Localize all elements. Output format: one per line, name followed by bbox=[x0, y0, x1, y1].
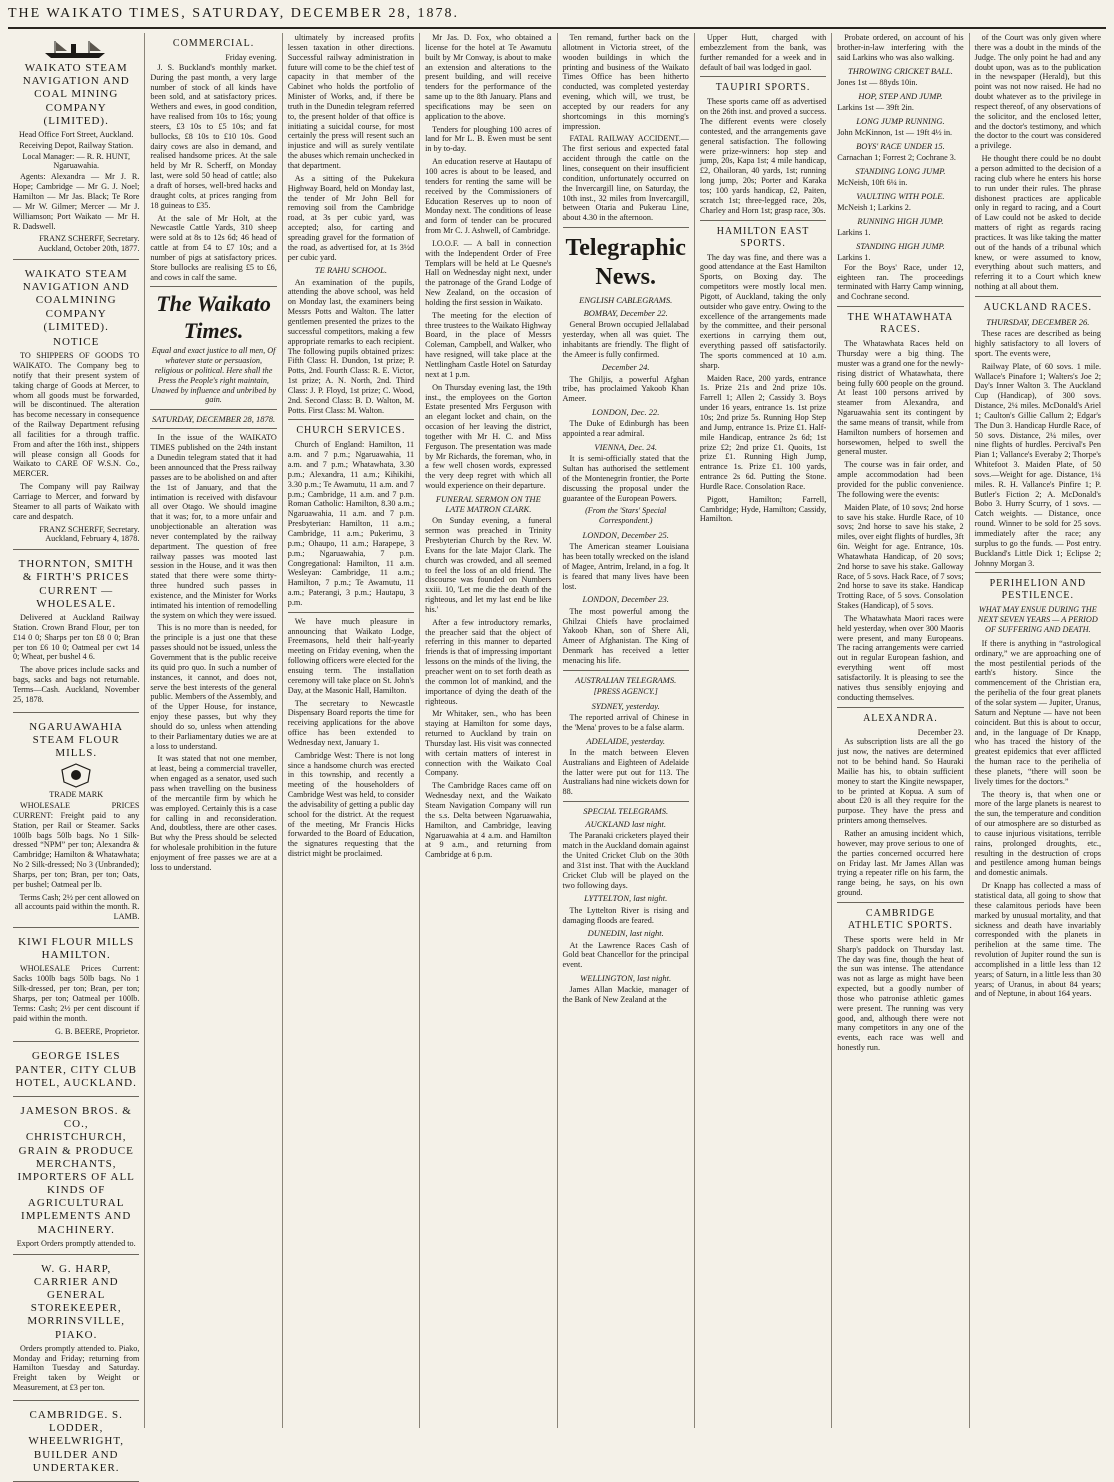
ad-heading: WAIKATO STEAM NAVIGATION AND COALMINING COMPANY (LIMITED). bbox=[22, 268, 130, 333]
ad-signature: G. B. BEERE, Proprietor. bbox=[55, 1026, 140, 1036]
section-heading: AUCKLAND RACES. bbox=[983, 301, 1092, 313]
divider bbox=[150, 286, 276, 287]
event-heading: STANDING LONG JUMP. bbox=[855, 165, 946, 176]
section-heading: ALEXANDRA. bbox=[863, 712, 938, 724]
article-text: The day was fine, and there was a good attendance at the East Hamilton Sports, on Boxing day. The competitors were mostly local men. Pigott, of Auckland, taking the only outsider who gave entry. Owing to the excellence of the arrangements made by the committee, and their personal exertions in carrying them out, everything passed off satisfactorily. The sports commenced at 10 a.m. sharp. bbox=[699, 252, 827, 370]
article-text: General Brown occupied Jellalabad yesterday, when all was quiet. The inhabitants are friendly. The flight of the Ameer is fully confirmed. bbox=[562, 320, 689, 359]
article-text: of the Court was only given where there was a doubt in the minds of the Judge. The only point he had and any doubt upon, was as to the publication in the newspaper (Herald), but this point was not now raised. He had no doubt whatever as to the privilege in respect thereof, of any observations of the solicitor, and the enclosed letter, and the doctor's testimony, and which the doctor to the court was considered a privilege. bbox=[974, 33, 1101, 151]
article-text: In the match between Eleven Australians and Eighteen of Adelaide the latter were put out for 113. The Australians had nine wickets down for 88. bbox=[562, 747, 689, 797]
section-heading: PERIHELION AND PESTILENCE. bbox=[989, 578, 1087, 602]
paper-nameplate: The Waikato Times. bbox=[156, 291, 271, 343]
dateline: BOMBAY, December 22. bbox=[583, 307, 668, 318]
ad-thornton bbox=[13, 553, 139, 712]
divider bbox=[837, 306, 963, 307]
event-result: McNeish, 10ft 6¼ in. bbox=[837, 177, 908, 187]
source-note: (From the 'Stars' Special Correspondent.) bbox=[585, 506, 667, 526]
divider bbox=[700, 220, 826, 221]
ad-text: Agents: Alexandra — Mr J. R. Hope; Cambridge — Mr G. J. Noel; Hamilton — Mr Jas. Black; Te Rore — Mr W. Gilmer; Mercer — Mr J. Williamson; Port Waikato — Mr H. R. Dadswell. bbox=[13, 172, 140, 231]
divider bbox=[563, 227, 689, 228]
article-text: The Paranaki cricketers played their match in the Auckland domain against the United Cricket Club on the 30th and 31st inst. That with the Auckland Cricket Club will be played on the two following days. bbox=[562, 831, 689, 890]
ad-heading: W. G. HARP, CARRIER AND GENERAL STOREKEEPER, MORRINSVILLE, PIAKO. bbox=[27, 1262, 125, 1341]
issue-date: SATURDAY, DECEMBER 28, 1878. bbox=[152, 414, 276, 425]
ad-heading: JAMESON BROS. & CO., CHRISTCHURCH, GRAIN & PRODUCE MERCHANTS, IMPORTERS OF ALL KINDS OF AGRICULTURAL IMPLEMENTS AND MACHINERY. bbox=[17, 1104, 135, 1236]
article-text: Dr Knapp has collected a mass of statistical data, all going to show that these calamitous periods have been marked by unusual mortality, and that sickness and death have invariably corresponded with the planets in perihelion at the same time. The revolution of Jupiter round the sun is accomplished in a little less than 12 years; of Saturn, in a little less than 30 years; of Uranus, in about 84 years; and of Neptune, in about 164 years. bbox=[974, 881, 1101, 999]
event-heading: THROWING CRICKET BALL. bbox=[847, 65, 953, 76]
divider bbox=[563, 670, 689, 671]
results-list: Maiden Race, 200 yards, entrance 1s. Prize 21s and 2nd prize 10s. Farrell 1; Allen 2; Cassidy 3. Boys under 16 years, entrance 1s. 1st prize 10s; 2nd prize 5s. Running Hop Step and Jump, entrance 1s. Prize £1. Half-mile Handicap, entrance 2s 6d; 1st prize £2; 2nd prize £1. Quoits, 1st prize £1. Running High Jump, entrance 1s. Prize £1. 100 yards, entrance 2s 6d. Putting the Stone. Hurdle Race. Consolation Race. bbox=[699, 373, 827, 491]
ad-signature: FRANZ SCHERFF, Secretary. Auckland, February 4, 1878. bbox=[39, 524, 140, 544]
divider bbox=[563, 801, 689, 802]
ad-jameson-bros bbox=[13, 1100, 139, 1255]
article-text: If there is anything in “astrological ordinary,” we are approaching one of the most pestilential periods of the earth's history. Since the commencement of the Christian era, the perihelia of the four great planets of the solar system — Jupiter, Uranus, Saturn and Neptune — have not been coincident. But this is about to occur, and, in the language of Dr Knapp, who has traced the history of the greatest epidemics that ever afflicted the human race to the perihelia of these planets, “there will soon be lively times for the doctors.” bbox=[974, 638, 1101, 786]
results-list: Railway Plate, of 60 sovs. 1 mile. Wallace's Pinafore 1; Walters's Joe 2; Day's Inner Walton 3. The Auckland Cup (Handicap), of 300 sovs. Distance, 2¼ miles. McDonald's Ariel 1; Caulton's Gillie Callum 2; Edgar's The Dun 3. Handicap Hurdle Race, of 50 sovs. Distance, 2¼ miles, over nine flights of hurdles. Percival's Pen Pian 1; Vallance's Everaby 2; Thorpe's Whitefoot 3. Maiden Plate, of 50 sovs.—Weight for age. Distance, 1¼ miles. R. H. Vallance's Pinfire 1; P. Butler's Fiction 2; A. McDonald's Bobo 3. Hurry Scurry, of 1 sovs. — Catch weights. — Distance, once round. Winner to be sold for 25 sovs. immediately after the race; any surplus to go the funds. — Post entry. Buckland's Little Dick 1; Eclipse 2; Johnny Morgan 3. bbox=[974, 361, 1101, 568]
ad-wsn-coal bbox=[13, 33, 139, 260]
article-text: The most powerful among the Ghilzai Chiefs have proclaimed Yakoob Khan, son of Shere Ali, Ameer of Afghanistan. The King of Denmark has received a letter menacing his life. bbox=[562, 606, 689, 665]
divider bbox=[837, 707, 963, 708]
article-text: He thought there could be no doubt a person admitted to the decision of a racing club where he enters his horse to run under their rules. The phrase dishonest practices are applicable only in regard to racing, and a Court of Law could not be asked to decide matters of right as regards racing practices. It was like taking the matter out of the hands of a tribunal which knew, or were assumed to know, everything about such matters, and referring it to a Court which knew nothing at all about them. bbox=[974, 154, 1101, 292]
article-text: At the sale of Mr Holt, at the Newcastle Cattle Yards, 310 sheep were sold at 8s to 12s 6d; 46 head of cattle at from £4 to £7 10s; and a number of pigs at satisfactory prices. Store bullocks are realising £5 to £6, and cows in calf the same. bbox=[150, 213, 277, 282]
ad-city-club-hotel bbox=[13, 1045, 139, 1097]
event-heading: VAULTING WITH POLE. bbox=[856, 190, 945, 201]
section-heading: TAUPIRI SPORTS. bbox=[715, 82, 811, 94]
event-heading: LONG JUMP RUNNING. bbox=[856, 115, 945, 126]
ad-line: Export Orders promptly attended to. bbox=[16, 1238, 136, 1248]
ad-text: WHOLESALE Prices Current: Sacks 100lb bags 50lb bags. No 1 Silk-dressed, per ton; Bran, per ton; Sharps, per ton; Oatmeal per 100lb. Terms: Cash; 2½ per cent discount if paid within the month. bbox=[13, 964, 140, 1023]
editorial-text: This is no more than is needed, for the principle is a just one that these passes should not be issued, unless the Government that is the public receive its quid pro quo. In such a number of instances, it cannot, and does not, serve the best interests of the general public. Members of the Assembly, and of the Upper House, for instance, enjoy these passes, but why they should do so, unless when attending to their Parliamentary duties we are at a loss to understand. bbox=[150, 623, 277, 751]
article-text: As subscription lists are all the go just now, the natives are determined not to be behind hand. So Hauraki Mailie has his, to obtain sufficient money to start the Kingite newspaper, to be printed at Kopua. A sum of about £20 is all they require for the purpose. They have the press and printers among themselves. bbox=[837, 737, 964, 826]
article-text: Mr Whitaker, sen., who has been staying at Hamilton for some days, returned to Auckland by train on Thursday last. His visit was connected with certain matters of interest in connection with the Waikato Coal Company. bbox=[425, 709, 552, 778]
article-text: At the Lawrence Races Cash of Gold beat Chancellor for the principal event. bbox=[562, 940, 689, 970]
ad-subheading: NOTICE bbox=[53, 336, 100, 348]
dateline: AUCKLAND last night. bbox=[585, 819, 666, 830]
event-result: Larkins 1. bbox=[837, 252, 871, 262]
article-text: I.O.O.F. — A ball in connection with the Independent Order of Free Templars will be held at Le Quesne's Hall on Wednesday night next, under the patronage of the Grand Lodge of New Zealand, on the occasion of holding the first session in Waikato. bbox=[425, 238, 552, 307]
divider bbox=[288, 419, 414, 420]
article-text: For the Boys' Race, under 12, eighteen ran. The proceedings terminated with Harry Camp winning, and Cochrane second. bbox=[837, 262, 964, 302]
article-text: Probate ordered, on account of his brother-in-law interfering with the said Larkins who was also walking. bbox=[837, 33, 964, 62]
editorial-text: It was stated that not one member, at least, being a commercial traveller, when engaged as a senator, used such pass when travelling on the business of the mercantile firm by which he was employed. Certainly this is a case for calling in and reconsideration. And, doubtless, there are other cases. But why the Press should be selected for wholesale prohibition in the future enjoyment of free passes we are at a loss to understand. bbox=[150, 754, 277, 872]
dateline: DUNEDIN, last night. bbox=[587, 928, 664, 939]
dateline: Friday evening. bbox=[225, 53, 277, 62]
column-8 bbox=[970, 33, 1106, 1428]
divider bbox=[700, 76, 826, 77]
column-7 bbox=[832, 33, 969, 1428]
article-text: FATAL RAILWAY ACCIDENT.—The first serious and expected fatal accident through the cattle on the lines, consequent on their insufficient condition, unfortunately occurred on the Invercargill line, on Saturday, the 10th inst., 32 miles from Invercargill, between Otaria and Pukerau Line, about 4.30 in the afternoon. bbox=[562, 134, 689, 223]
divider bbox=[288, 612, 414, 613]
article-text: These sports came off as advertised on the 26th inst. and proved a success. The different events were closely contested, and the arrangements gave general satisfaction. The following were prize-winners: hop step and jump, 20s, Kapa 1st; 4 mile handicap, £2, Ohailoran, 40 yards, 1st; running long jump, 20s; Porter and Karaka tos; 100 yards handicap, £2, Paiten, scratch 1st; three-legged race, 20s, Charley and Horn 1st; grasp race, 30s. bbox=[699, 97, 827, 215]
ad-line: Local Manager: — R. R. HUNT, Ngaruawahia. bbox=[22, 151, 130, 171]
ad-line: Head Office Fort Street, Auckland. bbox=[18, 129, 134, 139]
ad-heading: NGARUAWAHIA STEAM FLOUR MILLS. bbox=[29, 720, 124, 759]
section-heading: HAMILTON EAST SPORTS. bbox=[716, 225, 810, 249]
divider bbox=[150, 409, 276, 410]
divider bbox=[837, 902, 963, 903]
event-heading: BOYS' RACE UNDER 15. bbox=[856, 140, 945, 151]
section-heading: TE RAHU SCHOOL. bbox=[314, 265, 387, 276]
article-text: We have much pleasure in announcing that Waikato Lodge, Freemasons, held their half-yearly meeting on Friday evening, when the following officers were elected for the ensuing term. The installation ceremony will take place on St. John's Day, at the Masonic Hall, Hamilton. bbox=[287, 616, 415, 695]
masthead-title: THE WAIKATO TIMES, SATURDAY, DECEMBER 28, 1878. bbox=[8, 6, 460, 21]
article-text: Upper Hutt, charged with embezzlement from the bank, was further remanded for a week and in default of bail was lodged in gaol. bbox=[699, 33, 827, 72]
column-1 bbox=[8, 33, 145, 1474]
section-heading: FUNERAL SERMON ON THE LATE MATRON CLARK. bbox=[435, 493, 541, 515]
article-text: The Ghiljis, a powerful Afghan tribe, has proclaimed Yakoob Khan Ameer. bbox=[562, 374, 689, 404]
event-heading: HOP, STEP AND JUMP. bbox=[858, 90, 943, 101]
dateline: VIENNA, Dec. 24. bbox=[594, 441, 657, 452]
dateline: SYDNEY, yesterday. bbox=[591, 700, 660, 711]
motto: Equal and exact justice to all men, Of whatever state or persuasion, religious or political. Here shall the Press the People's right maintain, Unawed by influence and unbribed by gain. bbox=[151, 346, 276, 405]
trade-mark-label: TRADE MARK bbox=[49, 790, 104, 800]
article-text: Rather an amusing incident which, however, may prove serious to one of the parties concerned occurred here on Friday last. Mr James Allan was trying a repeater rifle on his farm, the range being, he says, on his own ground. bbox=[837, 828, 964, 898]
ad-heading: KIWI FLOUR MILLS HAMILTON. bbox=[18, 936, 135, 962]
article-text: Cambridge West: There is not long since a handsome church was erected in this township, and recently a meeting of the householders of Cambridge West was held, to consider the advisability of getting a public day school for the district. At the request of the meeting, Mr Francis Hicks forwarded to the Board of Education, the signatures requesting that the district might be proclaimed. bbox=[287, 750, 415, 859]
ad-heading: GEORGE ISLES PANTER, CITY CLUB HOTEL, AUCKLAND. bbox=[15, 1050, 137, 1089]
article-text: The Whatawhata Maori races were held yesterday, when over 300 Maoris were present, and many Europeans. The racing arrangements were carried out in regular European fashion, and everything went off most satisfactorily. It is pleasing to see the natives thus sensibly enjoying and conducting themselves. bbox=[837, 613, 964, 702]
event-result: Larkins 1st — 39ft 2in. bbox=[837, 102, 914, 112]
ad-text: WHOLESALE PRICES CURRENT: Freight paid to any Station, per Rail or Steamer. Sacks 100lb bags 50lb bags. No 1 Silk-dressed “NPM” per ton; Alexandra & Cambridge; Hamilton & Whatawhata; No 2 Silk-dressed; No 3 (Unbranded); Sharps, per ton; Bran, per ton; Oats, per bushel; Oatmeal per lb. bbox=[13, 800, 140, 889]
section-subheading: WHAT MAY ENSUE DURING THE NEXT SEVEN YEARS — A PERIOD OF SUFFERING AND DEATH. bbox=[977, 605, 1098, 635]
ad-text: Delivered at Auckland Railway Station. Crown Brand Flour, per ton £14 0 0; Sharps per ton £8 0 0; Bran per ton £6 10 0; Oatmeal per cwt 14 0; Wheat, per bushel 4 6. bbox=[13, 612, 140, 662]
article-text: The American steamer Louisiana has been totally wrecked on the island of Magee, Antrim, Ireland, in a fog. It is feared that many lives have been lost. bbox=[562, 542, 689, 591]
ad-text: Orders promptly attended to. Piako, Monday and Friday; returning from Hamilton Tuesday and Saturday. Freight taken by Weight or Measurement, at £3 per ton. bbox=[13, 1343, 140, 1393]
article-text: The reported arrival of Chinese in the 'Mena' proves to be a false alarm. bbox=[562, 712, 689, 732]
ad-signature: FRANZ SCHERFF, Secretary. Auckland, October 20th, 1877. bbox=[37, 234, 140, 254]
article-text: As a sitting of the Pukekura Highway Board, held on Monday last, the tender of Mr John Bell for removing soil from the Cambridge road, at 3s per cubic yard, was accepted; also, for carting and spreading gravel for the formation of the road, as advertised for, at 1s 3½d per cubic yard. bbox=[287, 173, 415, 262]
ad-heading: THORNTON, SMITH & FIRTH'S PRICES CURRENT — WHOLESALE. bbox=[18, 558, 134, 610]
section-heading: ENGLISH CABLEGRAMS. bbox=[579, 294, 673, 305]
article-text: These sports were held in Mr Sharp's paddock on Thursday last. The day was fine, though the heat of the sun was intense. The attendance was not as large as might have been expected, but a goodly number of those who patronise athletic games were present. The running was very good, and, although there were not many competitors in any one of the events, each race was well and honestly run. bbox=[837, 934, 964, 1053]
divider bbox=[150, 428, 276, 429]
editorial-text: In the issue of the WAIKATO TIMES published on the 24th instant a Dunedin telegram stated that it had been announced that the Press railway passes are to be abolished on and after the 1st of January, and that the intimation is received with disfavour all over Otago. We should imagine that it was; for, to a more unfair and unobjectionable an alteration was never contemplated by the railway department. The question of free railway passes was mooted last session in the House, and it was then stated that there were some thirty-three hundred such passes in existence, and the Minister for Works intimated his intention of remodelling the system on which they were issued. bbox=[150, 433, 277, 620]
trade-mark-row bbox=[13, 762, 139, 800]
dateline: ADELAIDE, yesterday. bbox=[586, 735, 666, 746]
article-text: The theory is, that when one or more of the large planets is nearest to the sun, the temperature and condition of our atmosphere are so disturbed as to cause injurious visitations, terrible rains, prolonged droughts, etc., resulting in the destruction of crops and pestilence among human beings and domestic animals. bbox=[974, 789, 1101, 878]
event-result: Carnachan 1; Forrest 2; Cochrane 3. bbox=[837, 152, 956, 162]
ad-lodder bbox=[13, 1404, 139, 1482]
event-result: Jones 1st — 88yds 10in. bbox=[837, 77, 918, 87]
event-heading: RUNNING HIGH JUMP. bbox=[857, 215, 944, 226]
ad-signature: Terms Cash; 2½ per cent allowed on all accounts paid within the month. R. LAMB. bbox=[14, 892, 140, 922]
article-text: An examination of the pupils, attending the above school, was held on Monday last, the examiners being Messrs Potts and Walton. The latter gentlemen presented the prizes to the successful competitors, making a few appropriate remarks to each recipient. The following pupils obtained prizes: Fifth Class: H. Dundon, 1st prize; P. Potts, 2nd. Fourth Class: R. E. Victor, 1st prize; A. N. North, 2nd. Third Class: J. P. Floyd, 1st prize; C. Wood, 2nd. Second Class: B. D. Walton, M. Potts. First Class: M. Walton. bbox=[287, 277, 415, 415]
ad-wsn-notice bbox=[13, 263, 139, 550]
article-text: Mr Jas. D. Fox, who obtained a license for the hotel at Te Awamutu built by Mr Conway, is about to make an extension and alterations to the present building, and will receive tenders for the performance of the same up to the 8th January. Plans and specifications may be seen on application to the above. bbox=[425, 33, 552, 121]
ad-text: The Company will pay Railway Carriage to Mercer, and forward by Steamer to all parts of Waikato with care and despatch. bbox=[13, 482, 140, 521]
column-3 bbox=[283, 33, 420, 1428]
columns bbox=[8, 33, 1106, 1474]
article-text: The secretary to Newcastle Dispensary Board reports the time for receiving applications for the above office has been extended to Wednesday next, January 1. bbox=[287, 698, 415, 747]
section-heading: SPECIAL TELEGRAMS. bbox=[583, 806, 669, 817]
agency-note: [PRESS AGENCY.] bbox=[593, 686, 658, 696]
dateline: THURSDAY, DECEMBER 26. bbox=[986, 316, 1090, 327]
article-text: The course was in fair order, and ample accommodation had been provided for the public convenience. The following were the events: bbox=[837, 460, 964, 499]
ad-kiwi-mills bbox=[13, 931, 139, 1042]
masthead bbox=[8, 6, 1106, 29]
column-6 bbox=[695, 33, 832, 1428]
article-text: On Sunday evening, a funeral sermon was preached in Trinity Presbyterian Church by the Rev. W. Evans for the late Major Clark. The church was crowded, and all seemed to feel the loss of an old friend. The discourse was founded on Numbers xxiii. 10, 'Let me die the death of the righteous, and let my last end be like his.' bbox=[425, 516, 552, 614]
dateline: LONDON, December 25. bbox=[582, 530, 669, 541]
event-result: McNeish 1; Larkins 2. bbox=[837, 202, 911, 212]
article-text: After a few introductory remarks, the preacher said that the object of referring in this manner to departed friends is that of impressing important lessons on the minds of the living, the preacher went on to set forth death as the common lot of mankind, and the importance of dying the death of the righteous. bbox=[425, 617, 552, 706]
article-text: Church of England: Hamilton, 11 a.m. and 7 p.m.; Ngaruawahia, 11 a.m. and 7 p.m.; Whatawhata, 3.30 p.m.; Alexandra, 11 a.m.; Kihikihi, 3.30 p.m.; Te Awamutu, 11 a.m. and 7 p.m.; Cambridge, 11 a.m. and 7 p.m. Roman Catholic: Hamilton, 8.30 a.m.; Ngaruawahia, 11 a.m. and 7 p.m. Presbyterian: Hamilton, 11 a.m.; Cambridge, 11 a.m.; Pukerimu, 3 p.m.; Ohaupo, 11 a.m.; Harapepe, 3 p.m.; Ngaruawahia, 7 p.m. Congregational: Hamilton, 11 a.m. Wesleyan: Cambridge, 11 a.m.; Hamilton, 7 p.m.; Te Awamutu, 11 a.m.; Paterangi, 3 p.m.; Hautapu, 3 p.m. bbox=[287, 440, 415, 607]
article-text: An education reserve at Hautapu of 100 acres is about to be leased, and tenders for renting the same will be received by the Commissioners of Education Reserves up to noon of Monday next. The conditions of lease and form of tender can be procured from Mr C. J. Ashwell, of Cambridge. bbox=[425, 157, 552, 236]
article-text: ultimately by increased profits lessen taxation in other directions. Successful railway administration in future will come to be the chief test of capacity in that member of the Cabinet who holds the portfolio of Minister of Works, and, if there be truth in the Dunedin telegram referred to, the present holder of that office is initiating a suicidal course, for most certainly the press will resent such an injustice and will as surely ventilate the abuses which remain unchecked in that department. bbox=[287, 33, 415, 170]
ad-text: The above prices include sacks and bags, sacks and bags not returnable. Terms—Cash. Auckland, November 25, 1878. bbox=[13, 665, 140, 704]
section-heading: THE WHATAWHATA RACES. bbox=[847, 312, 954, 336]
dateline: December 23. bbox=[917, 727, 964, 737]
divider bbox=[975, 296, 1101, 297]
column-4 bbox=[420, 33, 557, 1428]
divider bbox=[975, 572, 1101, 573]
article-text: The Cambridge Races came off on Wednesday next, and the Waikato Steam Navigation Company will run the s.s. Delta between Ngaruawahia, Hamilton, and Cambridge, leaving Ngaruawahia at 4 a.m. and Hamilton at 9 a.m., and returning from Cambridge at 6 p.m. bbox=[425, 781, 552, 860]
dateline: LYTTELTON, last night. bbox=[584, 893, 668, 904]
trade-mark-crest-icon bbox=[56, 762, 96, 788]
event-result: Larkins 1. bbox=[837, 227, 871, 237]
ad-harp-carrier bbox=[13, 1258, 139, 1401]
dateline: WELLINGTON, last night. bbox=[580, 973, 672, 984]
section-heading: CAMBRIDGE ATHLETIC SPORTS. bbox=[848, 907, 953, 931]
dateline: LONDON, December 23. bbox=[582, 594, 669, 605]
results-list: Maiden Plate, of 10 sovs; 2nd horse to save his stake. Hurdle Race, of 10 sovs; 2nd horse to save his stake, 2 miles, over eight flights of hurdles, 3ft 6in. Weight for age. Entrance, 10s. Whatawhata Handicap, of 20 sovs; 2nd horse to save his stake. Galloway Race, of 5 sovs. Hack Race, of 7 sovs; 2nd horse to save its stake. Handicap Trotting Race, of 5 sovs. Consolation Stakes (Handicap), of 5 sovs. bbox=[837, 502, 964, 611]
ad-line: Receiving Depot, Railway Station. bbox=[19, 140, 134, 150]
article-text: Tenders for ploughing 100 acres of land for Mr L. B. Ewen must be sent in by to-day. bbox=[425, 124, 552, 154]
article-text: The meeting for the election of three trustees to the Waikato Highway Board, in the place of Messrs Coleman, Campbell, and Walker, who have resigned, will take place at the Nettlingham Castle Hotel on Saturday next at 1 p.m. bbox=[425, 310, 552, 379]
event-result: John McKinnon, 1st — 19ft 4½ in. bbox=[837, 127, 953, 137]
article-text: James Allan Mackie, manager of the Bank of New Zealand at the bbox=[562, 985, 689, 1005]
article-text: Ten remand, further back on the allotment in Victoria street, of the wooden buildings in which the printing and business of the Waikato Times Office has been hitherto conducted, was completed yesterday evening, which will, we trust, be accepted by our readers for any shortcomings in this morning's impression. bbox=[562, 33, 689, 131]
steamship-icon bbox=[41, 38, 111, 60]
article-text: The Lyttelton River is rising and damaging floods are feared. bbox=[562, 905, 689, 925]
section-heading: AUSTRALIAN TELEGRAMS. bbox=[575, 674, 677, 685]
dateline: LONDON, Dec. 22. bbox=[592, 407, 660, 418]
article-text: These races are described as being highly satisfactory to all lovers of sport. The events were, bbox=[974, 329, 1101, 358]
dateline: December 24. bbox=[601, 362, 650, 373]
ad-ngaruawahia-mills bbox=[13, 716, 139, 929]
article-text: The Duke of Edinburgh has been appointed a rear admiral. bbox=[562, 419, 689, 439]
ad-text: TO SHIPPERS OF GOODS TO WAIKATO. The Company beg to notify that their present system of taking charge of Goods at Mercer, to whom all goods must be forwarded, will be discontinued. The alteration has become necessary in consequence of the Railway Department refusing all facilities for a through traffic. From and after the 16th inst., shippers will please consign all Goods for Waikato to CARE OF W.S.N. Co., MERCER. bbox=[13, 351, 140, 479]
column-2 bbox=[145, 33, 282, 1428]
telegraphic-news-heading: Telegraphic News. bbox=[565, 235, 686, 290]
article-text: The Whatawhata Races held on Thursday were a big thing. The muster was a grand one for the newly-rising district of Whatawhata, there being fully 600 people on the ground. At least 100 persons arrived by steamer from Alexandra, and Ngaruawahia sent its contingent by the same means of transit, while from Hamilton numbers of horsemen and horsewomen, helped to swell the general muster. bbox=[837, 339, 964, 457]
article-text: On Thursday evening last, the 19th inst., the employees on the Gorton Estate presented Mrs Ferguson with an elegant locket and chain, on the occasion of her leaving the district, together with Mr H. C. and Miss Ferguson. The presentation was made by Mr Richards, the foreman, who, in a few well chosen words, expressed the very deep regret with which all would experience on their departure. bbox=[425, 382, 552, 491]
article-text: It is semi-officially stated that the Sultan has authorised the settlement of the Montenegrin frontier, the Porte discussing the proposal under the guarantee of the European Powers. bbox=[562, 454, 689, 503]
column-5 bbox=[558, 33, 695, 1428]
section-heading: COMMERCIAL. bbox=[172, 38, 255, 49]
ad-heading: WAIKATO STEAM NAVIGATION AND COAL MINING COMPANY (LIMITED). bbox=[22, 62, 130, 127]
section-heading: CHURCH SERVICES. bbox=[296, 425, 406, 437]
event-heading: STANDING HIGH JUMP. bbox=[856, 240, 945, 251]
ad-heading: CAMBRIDGE. S. LODDER, WHEELWRIGHT, BUILDER AND UNDERTAKER. bbox=[28, 1409, 124, 1474]
article-text: Pigott, Hamilton; Farrell, Cambridge; Hyde, Hamilton; Cassidy, Hamilton. bbox=[699, 494, 827, 524]
article-text: J. S. Buckland's monthly market. During the past month, a very large number of stock of all kinds have been sold, and at satisfactory prices. Wethers and ewes, in good condition, have realised from 10s to 16s; young steers, £3 10s to £5 10s; and fat bullocks, £8 10s to £10 10s. Good dairy cows are also in demand, and realised handsome prices. At the sale held by Mr R. Scherff, on Monday last, were sold 50 head of cattle; also a draft of horses, well-bred hacks and draught colts, at prices ranging from 18 guineas to £35. bbox=[150, 62, 277, 210]
